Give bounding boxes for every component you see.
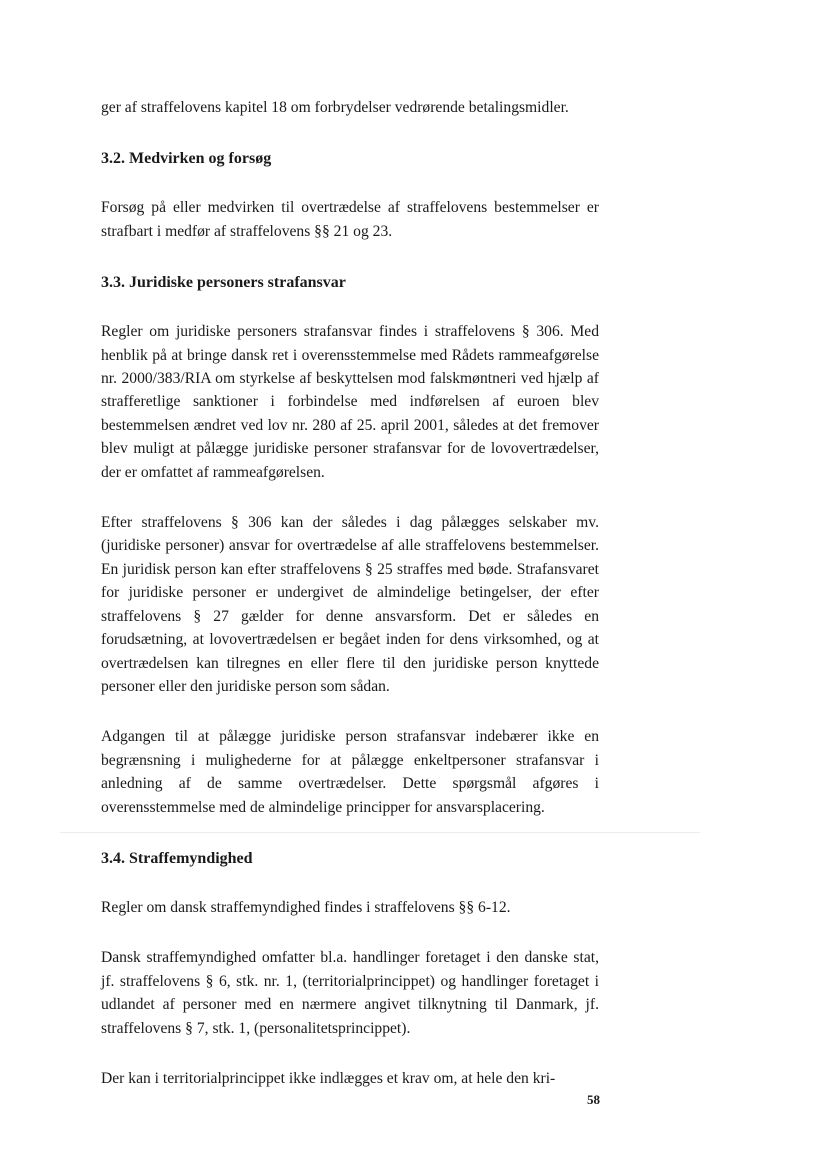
document-page [101, 96, 599, 1090]
paragraph-juridiske-personer-1: Regler om juridiske personers strafansvar findes i straffelovens § 306. Med henblik på at bringe dansk ret i overensstemmelse med Rådets rammeafgørelse nr. 2000/383/RIA om styrkelse af beskyttelsen mod falskmøntneri ved hjælp af strafferetlige sanktioner i forbindelse med indførelsen af euroen blev bestemmelsen ændret ved lov nr. 280 af 25. april 2001, således at det fremover blev muligt at pålægge juridiske personer strafansvar for de lovovertrædelser, der er omfattet af rammeafgørelsen. [101, 323, 599, 481]
paragraph-straffemyndighed-3: Der kan i territorialprincippet ikke indlægges et krav om, at hele den kri- [101, 1069, 556, 1087]
page-number: 58 [587, 1092, 600, 1107]
paragraph-straffemyndighed-1: Regler om dansk straffemyndighed findes i straffelovens §§ 6-12. [101, 898, 511, 916]
paragraph-juridiske-personer-3: Adgangen til at pålægge juridiske person strafansvar indebærer ikke en begrænsning i mulighederne for at pålægge enkeltpersoner strafansvar i anledning af de samme overtrædelser. Dette spørgsmål afgøres i overensstemmelse med de almindelige principper for ansvarsplacering. [101, 728, 599, 816]
paragraph-juridiske-personer-2: Efter straffelovens § 306 kan der således i dag pålægges selskaber mv. (juridiske personer) ansvar for overtrædelse af alle straffelovens bestemmelser. En juridisk person kan efter straffelovens § 25 straffes med bøde. Strafansvaret for juridiske personer er undergivet de almindelige betingelser, der efter straffelovens § 27 gælder for denne ansvarsform. Det er således en forudsætning, at lovovertrædelsen er begået inden for dens virksomhed, og at overtrædelsen kan tilregnes en eller flere til den juridiske person knyttede personer eller den juridiske person som sådan. [101, 514, 599, 695]
scan-divider-line [60, 832, 700, 833]
paragraph-medvirken: Forsøg på eller medvirken til overtrædelse af straffelovens bestemmelser er strafbart i medfør af straffelovens §§ 21 og 23. [101, 199, 599, 240]
paragraph-straffemyndighed-2: Dansk straffemyndighed omfatter bl.a. handlinger foretaget i den danske stat, jf. straffelovens § 6, stk. nr. 1, (territorialprincippet) og handlinger foretaget i udlandet af personer med en nærmere angivet tilknytning til Danmark, jf. straffelovens § 7, stk. 1, (personalitetsprincippet). [101, 949, 599, 1037]
section-heading-juridiske-personer: 3.3. Juridiske personers strafansvar [101, 274, 346, 292]
section-heading-straffemyndighed: 3.4. Straffemyndighed [101, 849, 253, 867]
intro-line: ger af straffelovens kapitel 18 om forbrydelser vedrørende betalingsmidler. [101, 99, 569, 116]
section-heading-medvirken: 3.2. Medvirken og forsøg [101, 150, 272, 168]
